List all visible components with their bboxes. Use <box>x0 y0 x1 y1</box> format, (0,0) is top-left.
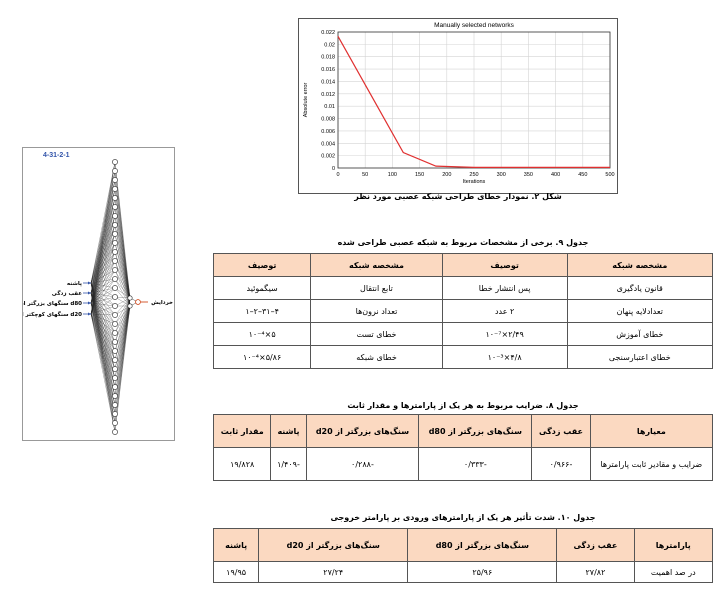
table-cell: ۲۷/۸۲ <box>557 562 634 583</box>
hidden-neuron <box>112 366 117 371</box>
hidden-neuron <box>112 393 117 398</box>
hidden-neuron <box>112 303 117 308</box>
hidden-neuron <box>112 411 117 416</box>
table-cell: ۲/۴۹×۱۰⁻⁷ <box>442 323 567 346</box>
x-tick-label: 350 <box>523 172 533 178</box>
y-tick-label: 0.004 <box>321 141 335 148</box>
hidden-neuron <box>112 321 117 326</box>
input-hidden-connection <box>91 171 115 314</box>
x-tick-label: 450 <box>578 172 588 178</box>
hidden-neuron <box>112 348 117 353</box>
table-10-header: عقب زدگی <box>557 529 634 562</box>
x-axis-label: Iterations <box>462 179 486 185</box>
hidden-neuron <box>112 195 117 200</box>
output-label: خرد‌ایش <box>151 300 173 306</box>
x-tick-label: 0 <box>336 172 340 178</box>
table-cell: سیگموئید <box>214 277 311 300</box>
table-row <box>214 562 713 583</box>
input-hidden-connection <box>91 180 115 314</box>
network-diagram-frame <box>22 147 175 441</box>
table-9-caption: جدول ۹. برخی از مشخصات مربوط به شبکه عصبی طراحی شده <box>337 238 589 247</box>
hidden-neuron <box>112 330 117 335</box>
table-cell: ۴–۳۱–۲–۱ <box>214 300 311 323</box>
hidden-neuron <box>112 357 117 362</box>
hidden-neuron <box>112 339 117 344</box>
table-8-header: سنگ‌های بزرگتر از d80 <box>419 415 532 448</box>
table-cell: -۰/۹۶۶ <box>532 448 590 481</box>
input-arrow-head <box>88 292 91 295</box>
table-cell: تعداد نرون‌ها <box>311 300 442 323</box>
input-arrow-head <box>88 302 91 305</box>
y-tick-label: 0.01 <box>324 104 335 111</box>
table-cell: خطای تست <box>311 323 442 346</box>
table-8-header: سنگ‌های بزرگتر از d20 <box>306 415 419 448</box>
y-tick-label: 0.02 <box>324 42 335 49</box>
y-tick-label: 0.012 <box>321 91 335 98</box>
table-10-caption: جدول ۱۰. شدت تأثیر هر یک از پارامترهای ورودی بر پارامتر خروجی <box>330 513 596 522</box>
table-row <box>214 277 713 300</box>
y-tick-label: 0.022 <box>321 30 335 36</box>
table-cell: ۲۷/۲۴ <box>259 562 408 583</box>
hidden-neuron <box>112 402 117 407</box>
hidden-neuron <box>112 159 117 164</box>
output-neuron <box>136 300 141 305</box>
x-tick-label: 300 <box>496 172 506 178</box>
hidden-hidden-connection <box>115 252 130 298</box>
y-tick-label: 0 <box>331 166 335 172</box>
table-cell: ۵/۸۶×۱۰⁻⁴ <box>214 346 311 369</box>
table-cell: ۲ عدد <box>442 300 567 323</box>
table-row <box>214 323 713 346</box>
hidden-neuron <box>112 204 117 209</box>
hidden-neuron <box>128 296 132 300</box>
hidden-neuron <box>112 267 117 272</box>
hidden-neuron <box>112 213 117 218</box>
hidden-neuron <box>112 240 117 245</box>
network-title: 4-31-2-1 <box>43 152 70 159</box>
y-tick-label: 0.006 <box>321 128 335 135</box>
input-label: سنگهای کوچکتر از d20 <box>23 312 82 318</box>
input-hidden-connection <box>91 314 115 405</box>
hidden-hidden-connection <box>115 298 130 396</box>
table-cell: در صد اهمیت <box>634 562 712 583</box>
input-arrow-head <box>88 313 91 316</box>
hidden-neuron <box>112 375 117 380</box>
table-cell: ۲۵/۹۶ <box>408 562 557 583</box>
table-10-header: سنگ‌های بزرگتر از d80 <box>408 529 557 562</box>
hidden-neuron <box>112 231 117 236</box>
table-cell: -۱/۴۰۹ <box>271 448 306 481</box>
hidden-neuron <box>112 186 117 191</box>
x-tick-label: 500 <box>605 172 615 178</box>
hidden-neuron <box>112 249 117 254</box>
table-cell: ۵×۱۰⁻⁴ <box>214 323 311 346</box>
hidden-neuron <box>112 258 117 263</box>
hidden-neuron <box>112 222 117 227</box>
table-cell: ۱۹/۸۲۸ <box>214 448 271 481</box>
x-tick-label: 250 <box>469 172 479 178</box>
error-chart <box>298 18 618 194</box>
table-cell: پس انتشار خطا <box>442 277 567 300</box>
table-cell: خطای اعتبارسنجی <box>567 346 712 369</box>
hidden-neuron <box>112 429 117 434</box>
table-cell: خطای شبکه <box>311 346 442 369</box>
table-9-header: توصیف <box>214 254 311 277</box>
figure-2-caption: شکل ۲. نمودار خطای طراحی شبکه عصبی مورد نظر <box>354 192 562 201</box>
table-9 <box>213 253 713 369</box>
table-10-header-row <box>214 529 713 562</box>
table-8-header-row <box>214 415 713 448</box>
table-10-header: سنگ‌های بزرگتر از d20 <box>259 529 408 562</box>
y-axis-label: Absolute error <box>303 82 309 118</box>
table-cell: ۴/۸×۱۰⁻³ <box>442 346 567 369</box>
table-9-header: مشخصه شبکه <box>567 254 712 277</box>
input-arrow-head <box>88 282 91 285</box>
input-hidden-connection <box>91 189 115 314</box>
table-cell: تعدادلایه پنهان <box>567 300 712 323</box>
table-8-header: مقدار ثابت <box>214 415 271 448</box>
table-cell: تابع انتقال <box>311 277 442 300</box>
y-tick-label: 0.016 <box>321 67 335 74</box>
hidden-neuron <box>112 312 117 317</box>
hidden-neuron <box>128 304 132 308</box>
input-hidden-connection <box>91 314 115 387</box>
y-tick-label: 0.014 <box>321 79 335 86</box>
table-8 <box>213 414 713 481</box>
table-8-header: عقب زدگی <box>532 415 590 448</box>
table-9-header: مشخصه شبکه <box>311 254 442 277</box>
hidden-hidden-connection <box>115 216 130 298</box>
table-cell: خطای آموزش <box>567 323 712 346</box>
table-10 <box>213 528 713 583</box>
hidden-neuron <box>112 276 117 281</box>
table-cell: قانون یادگیری <box>567 277 712 300</box>
y-tick-label: 0.002 <box>321 153 335 160</box>
y-tick-label: 0.018 <box>321 54 335 61</box>
x-tick-label: 100 <box>387 172 397 178</box>
hidden-neuron <box>112 177 117 182</box>
table-cell: ۱۹/۹۵ <box>214 562 259 583</box>
input-label: سنگهای بزرگتر از d80 <box>23 301 82 307</box>
x-tick-label: 200 <box>442 172 452 178</box>
hidden-hidden-connection <box>115 298 130 432</box>
input-label: عقب زدگی <box>51 291 82 297</box>
hidden-neuron <box>112 285 117 290</box>
table-cell: -۰/۲۸۸ <box>306 448 419 481</box>
hidden-neuron <box>112 294 117 299</box>
input-label: پاشنه <box>66 281 82 287</box>
table-row <box>214 448 713 481</box>
hidden-neuron <box>112 420 117 425</box>
y-tick-label: 0.008 <box>321 116 335 123</box>
table-row <box>214 346 713 369</box>
table-9-header-row <box>214 254 713 277</box>
table-9-header: توصیف <box>442 254 567 277</box>
input-hidden-connection <box>91 207 115 303</box>
input-hidden-connection <box>91 283 115 387</box>
table-8-caption: جدول ۸. ضرایب مربوط به هر یک از پارامترها و مقدار ثابت <box>347 401 579 410</box>
x-tick-label: 50 <box>362 172 369 178</box>
network-diagram <box>23 148 174 440</box>
hidden-neuron <box>112 384 117 389</box>
table-10-header: پاشنه <box>214 529 259 562</box>
table-cell: -۰/۳۳۳ <box>419 448 532 481</box>
table-8-header: معیارها <box>590 415 712 448</box>
table-8-header: پاشنه <box>271 415 306 448</box>
chart-title: Manually selected networks <box>434 22 514 29</box>
table-row <box>214 300 713 323</box>
table-cell: ضرایب و مقادیر ثابت پارامترها <box>590 448 712 481</box>
table-10-header: پارامترها <box>634 529 712 562</box>
x-tick-label: 400 <box>551 172 561 178</box>
x-tick-label: 150 <box>415 172 425 178</box>
hidden-neuron <box>112 168 117 173</box>
